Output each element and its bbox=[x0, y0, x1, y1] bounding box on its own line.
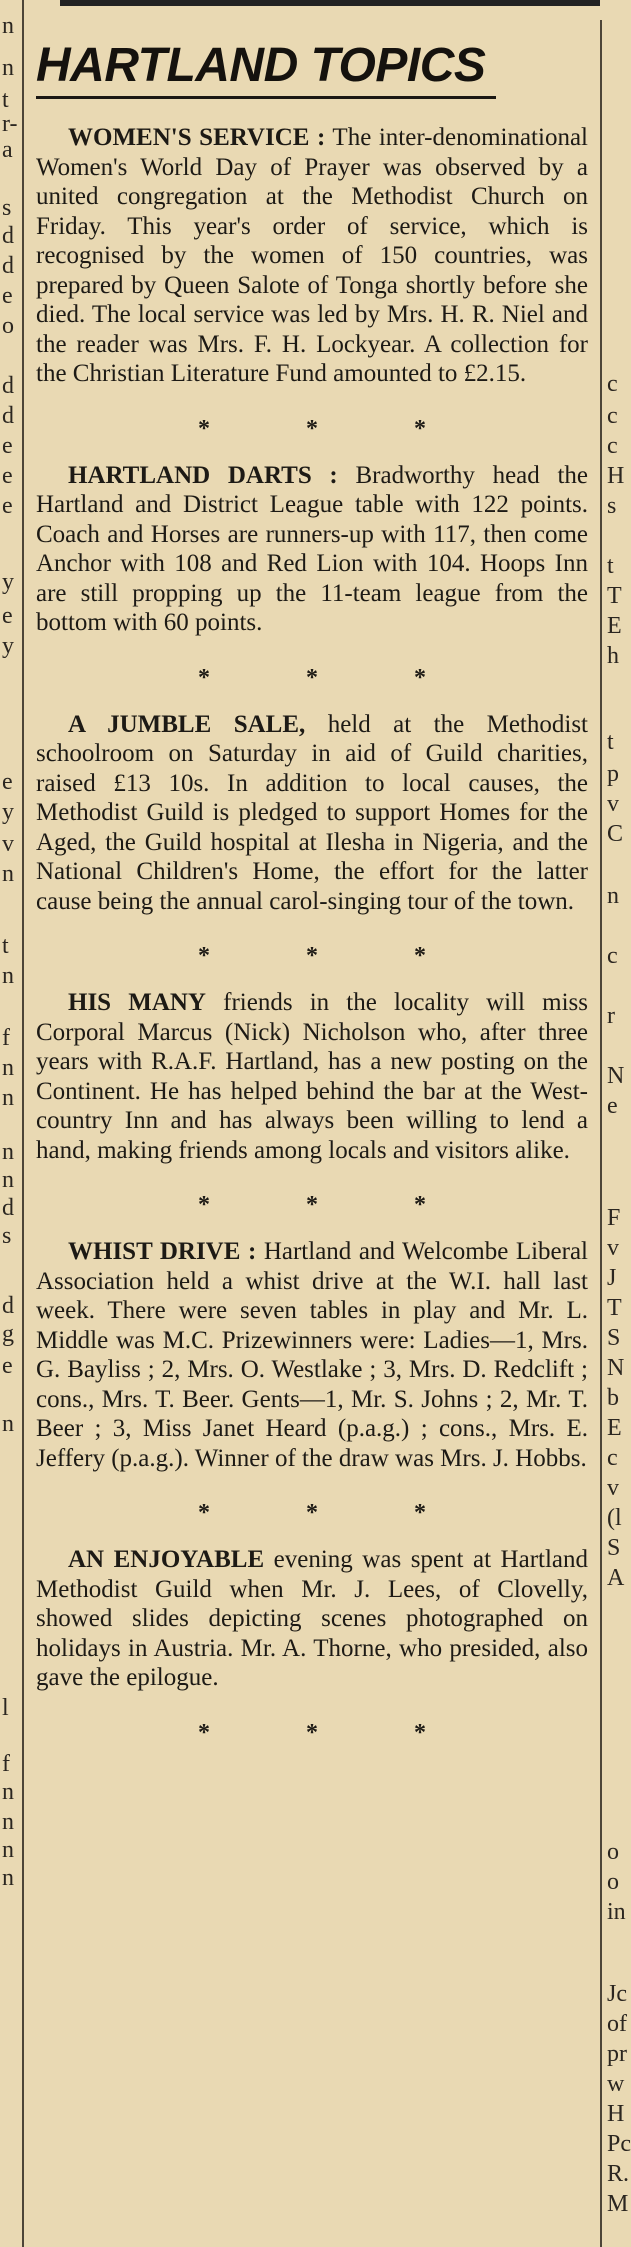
left-fragment: f bbox=[2, 1751, 10, 1777]
right-fragment: S bbox=[607, 1325, 621, 1351]
item-headline: WOMEN'S SERVICE : bbox=[68, 124, 326, 151]
asterisk: * bbox=[306, 1500, 318, 1526]
right-fragment: o bbox=[607, 1869, 619, 1895]
right-fragment: v bbox=[607, 791, 619, 817]
left-fragment: d bbox=[2, 1293, 14, 1319]
left-fragment: a bbox=[2, 137, 13, 163]
right-fragment: v bbox=[607, 1475, 619, 1501]
item-body: evening was spent at Hartland Methodist Guild when Mr. J. Lees, of Clovelly, showed slides depicting scenes photographed on holidays in Austria. Mr. A. Thorne, who presided, also gave the epilogue. bbox=[36, 1546, 589, 1691]
left-fragment: n bbox=[2, 1411, 14, 1437]
right-fragment: c bbox=[607, 433, 618, 459]
left-fragment: f bbox=[2, 1025, 10, 1051]
left-fragment: y bbox=[2, 569, 14, 595]
left-fragment: e bbox=[2, 769, 13, 795]
left-fragment: e bbox=[2, 493, 13, 519]
right-fragment: N bbox=[607, 1355, 625, 1381]
news-item-womens-service bbox=[36, 123, 588, 389]
left-fragment: n bbox=[2, 55, 14, 81]
right-fragment: v bbox=[607, 1235, 619, 1261]
asterisk: * bbox=[414, 664, 426, 691]
right-fragment: S bbox=[607, 1535, 621, 1561]
news-item-whist-drive bbox=[36, 1237, 588, 1473]
left-fragment: e bbox=[2, 1353, 13, 1379]
asterisk: * bbox=[198, 1500, 210, 1526]
asterisk: * bbox=[414, 1192, 426, 1218]
asterisk: * bbox=[306, 664, 318, 691]
item-body: Hartland and Welcombe Liberal Association held a whist drive at the W.I. hall last week. There were seven tables in play and Mr. L. Middle was M.C. Prizewinners were: Ladies—1, Mrs. G. Bayliss ; 2, Mrs. O. Westlake ; 3, Mrs. D. Redclift ; cons., Mrs. T. Beer. Gents—1, Mr. S. Johns ; 2, Mr. T. Beer ; 3, Miss Janet Heard (p.a.g.) ; cons., Mrs. E. Jeffery (p.a.g.). Winner of the draw was Mrs. J. Hobbs. bbox=[36, 1238, 589, 1472]
item-body: friends in the locality will miss Corporal Marcus (Nick) Nicholson who, after three years with R.A.F. Hartland, has a new posting on the Continent. He has helped behind the bar at the West-country Inn and has always been willing to lend a hand, making friends among locals and visitors alike. bbox=[36, 989, 588, 1164]
item-body: held at the Methodist schoolroom on Saturday in aid of Guild charities, raised £13 10s. In addition to local causes, the Methodist Guild is pledged to support Homes for the Aged, the Guild hospital at Ilesha in Nigeria, and the National Children's Home, the effort for the latter cause being the annual carol-singing tour of the town. bbox=[36, 710, 588, 915]
right-fragment: t bbox=[607, 553, 614, 579]
left-fragment: n bbox=[2, 1055, 14, 1081]
left-fragment: n bbox=[2, 963, 14, 989]
right-fragment: p bbox=[607, 761, 619, 787]
asterisk-separator bbox=[36, 1501, 588, 1525]
right-fragment: n bbox=[607, 883, 619, 909]
left-fragment: s bbox=[2, 195, 12, 221]
top-column-rule bbox=[60, 0, 600, 6]
news-item-his-many-friends bbox=[36, 988, 588, 1165]
right-fragment: pr bbox=[607, 2041, 627, 2067]
right-fragment: e bbox=[607, 1093, 618, 1119]
right-fragment: o bbox=[607, 1839, 619, 1865]
asterisk: * bbox=[198, 1192, 210, 1218]
right-fragment: s bbox=[607, 493, 617, 519]
right-fragment: of bbox=[607, 2011, 627, 2037]
right-fragment: E bbox=[607, 1415, 622, 1441]
left-fragment: n bbox=[2, 1167, 14, 1193]
left-fragment: e bbox=[2, 433, 13, 459]
left-fragment: n bbox=[2, 1085, 14, 1111]
item-headline: HIS MANY bbox=[68, 989, 206, 1016]
left-fragment: n bbox=[2, 1779, 14, 1805]
right-fragment: in bbox=[607, 1899, 626, 1925]
left-fragment: t bbox=[2, 933, 9, 959]
left-fragment: n bbox=[2, 1139, 14, 1165]
right-fragment: R. bbox=[607, 2161, 630, 2187]
left-fragment: l bbox=[2, 1695, 9, 1721]
right-fragment: H bbox=[607, 2101, 625, 2127]
asterisk: * bbox=[306, 943, 318, 969]
asterisk-separator bbox=[36, 1721, 588, 1745]
left-fragment: r- bbox=[2, 111, 18, 137]
item-body: The inter-denominational Women's World Day of Prayer was observed by a united congregation at the Methodist Church on Friday. This year's order of service, which is recognised by the women of 150 countries, was prepared by Queen Salote of Tonga shortly before she died. The local service was led by Mrs. H. R. Niel and the reader was Mrs. F. H. Lockyear. A collection for the Christian Literature Fund amounted to £2.15. bbox=[36, 124, 588, 387]
column-divider-right bbox=[600, 20, 602, 2247]
left-fragment: v bbox=[2, 831, 14, 857]
asterisk: * bbox=[198, 943, 210, 969]
left-fragment: n bbox=[2, 1809, 14, 1835]
left-fragment: e bbox=[2, 603, 13, 629]
asterisk: * bbox=[414, 1719, 426, 1746]
asterisk: * bbox=[414, 415, 426, 442]
left-fragment: d bbox=[2, 223, 14, 249]
left-fragment: d bbox=[2, 253, 14, 279]
right-fragment: r bbox=[607, 1003, 615, 1029]
item-headline: HARTLAND DARTS : bbox=[68, 461, 338, 489]
news-item-darts bbox=[36, 461, 588, 638]
headline-underline bbox=[36, 96, 496, 99]
right-fragment: J bbox=[607, 1265, 617, 1291]
asterisk: * bbox=[306, 415, 318, 442]
left-fragment: n bbox=[2, 1865, 14, 1891]
right-fragment: E bbox=[607, 613, 622, 639]
right-fragment: b bbox=[607, 1385, 619, 1411]
right-fragment: Jc bbox=[607, 1981, 627, 2007]
asterisk-separator bbox=[36, 417, 588, 441]
left-fragment: y bbox=[2, 633, 14, 659]
right-fragment: c bbox=[607, 403, 618, 429]
right-fragment: A bbox=[607, 1565, 625, 1591]
left-fragment: g bbox=[2, 1321, 14, 1347]
left-fragment: d bbox=[2, 1195, 14, 1221]
item-headline: WHIST DRIVE : bbox=[68, 1238, 257, 1265]
right-fragment: M bbox=[607, 2191, 629, 2217]
asterisk-separator bbox=[36, 666, 588, 690]
right-fragment: F bbox=[607, 1205, 621, 1231]
left-fragment: n bbox=[2, 1837, 14, 1863]
right-fragment: t bbox=[607, 729, 614, 755]
asterisk-separator bbox=[36, 1193, 588, 1217]
right-fragment: (l bbox=[607, 1505, 622, 1531]
asterisk: * bbox=[306, 1719, 318, 1746]
left-fragment: s bbox=[2, 1223, 12, 1249]
news-item-enjoyable-evening bbox=[36, 1545, 588, 1693]
adjacent-column-left bbox=[0, 0, 24, 2247]
left-fragment: n bbox=[2, 13, 14, 39]
right-fragment: T bbox=[607, 1295, 622, 1321]
item-headline: A JUMBLE SALE, bbox=[68, 710, 306, 738]
asterisk: * bbox=[198, 415, 210, 442]
page-title: HARTLAND TOPICS bbox=[36, 39, 486, 92]
article-column bbox=[36, 40, 588, 1765]
right-fragment: T bbox=[607, 583, 622, 609]
right-fragment: c bbox=[607, 943, 618, 969]
left-fragment: d bbox=[2, 403, 14, 429]
left-fragment: o bbox=[2, 313, 14, 339]
right-fragment: Pc bbox=[607, 2131, 631, 2157]
left-fragment: n bbox=[2, 861, 14, 887]
right-fragment: N bbox=[607, 1063, 625, 1089]
right-fragment: c bbox=[607, 1445, 618, 1471]
asterisk: * bbox=[198, 1719, 210, 1746]
item-body: Bradworthy head the Hartland and District League table with 122 points. Coach and Horses are runners-up with 117, then come Anchor with 108 and Red Lion with 104. Hoops Inn are still propping up the 11-team league from the bottom with 60 points. bbox=[36, 461, 589, 636]
left-fragment: e bbox=[2, 463, 13, 489]
right-fragment: w bbox=[607, 2071, 625, 2097]
right-fragment: H bbox=[607, 463, 625, 489]
right-fragment: C bbox=[607, 821, 624, 847]
asterisk: * bbox=[198, 664, 210, 691]
asterisk: * bbox=[306, 1192, 318, 1218]
right-fragment: c bbox=[607, 371, 618, 397]
item-headline: AN ENJOYABLE bbox=[68, 1546, 265, 1573]
asterisk-separator bbox=[36, 944, 588, 968]
right-fragment: h bbox=[607, 643, 619, 669]
asterisk: * bbox=[414, 1500, 426, 1526]
left-fragment: y bbox=[2, 799, 14, 825]
left-fragment: e bbox=[2, 283, 13, 309]
news-item-jumble-sale bbox=[36, 710, 588, 917]
asterisk: * bbox=[414, 943, 426, 969]
left-fragment: t bbox=[2, 87, 9, 113]
left-fragment: d bbox=[2, 373, 14, 399]
